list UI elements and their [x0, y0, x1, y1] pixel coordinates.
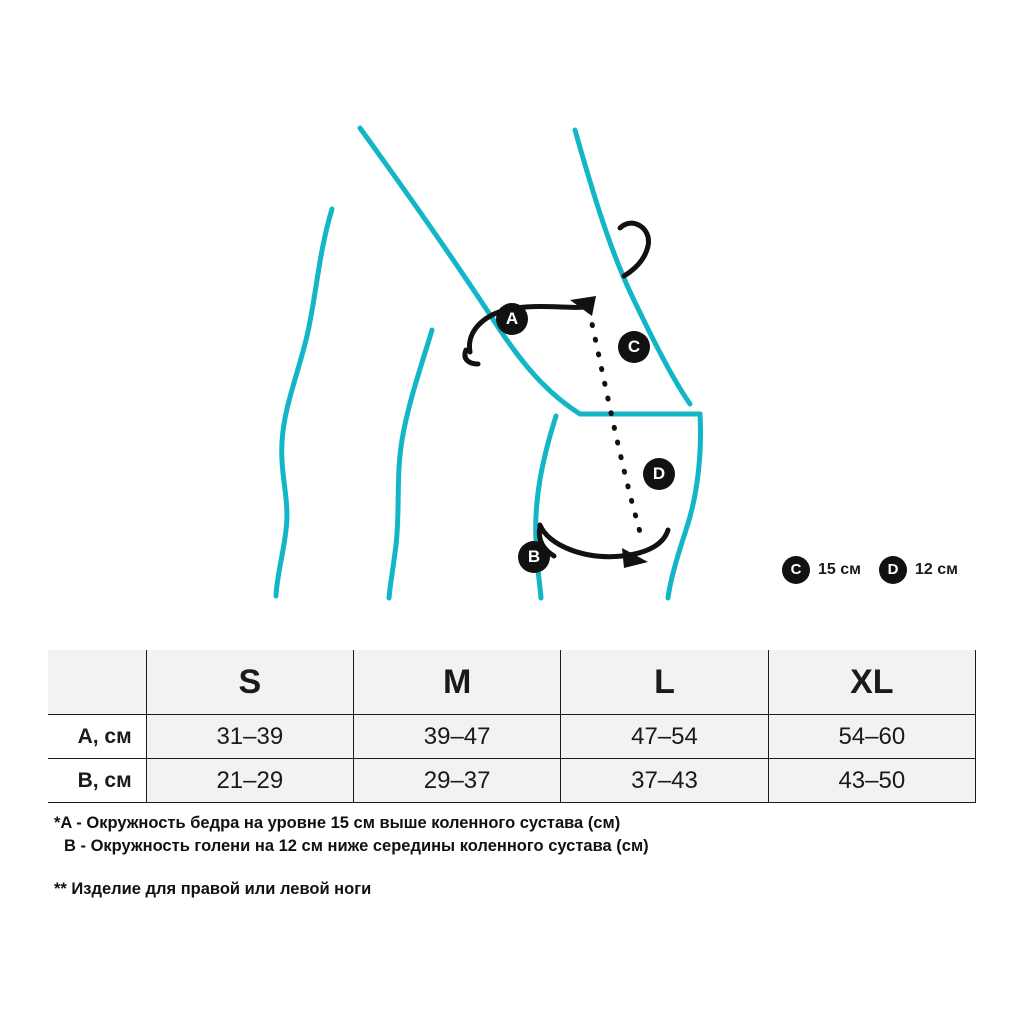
front-thigh-outline	[389, 330, 432, 598]
table-col-m: M	[353, 650, 560, 715]
table-col-xl: XL	[768, 650, 975, 715]
cell-b-m: 29–37	[353, 759, 560, 803]
footnote-side: ** Изделие для правой или левой ноги	[54, 879, 372, 898]
footnotes	[54, 812, 954, 901]
table-col-l: L	[561, 650, 768, 715]
legend-text-d: 12 см	[914, 561, 958, 578]
hip-outline	[360, 128, 580, 414]
legend-item-d	[879, 556, 976, 584]
legend-text-c: 15 см	[818, 561, 861, 578]
cell-a-s: 31–39	[146, 715, 353, 759]
marker-a: A	[496, 303, 528, 335]
cell-b-l: 37–43	[561, 759, 768, 803]
arrow-top	[620, 223, 649, 276]
row-label-b: B, см	[48, 759, 146, 803]
cell-a-l: 47–54	[561, 715, 768, 759]
arrow-b	[540, 525, 668, 557]
legend-marker-d: D	[879, 556, 907, 584]
marker-c: C	[618, 331, 650, 363]
cell-b-xl: 43–50	[768, 759, 975, 803]
legend	[782, 556, 976, 584]
outer-calf-outline	[668, 414, 700, 598]
table-header-row	[48, 650, 976, 715]
table-row	[48, 715, 976, 759]
cell-b-s: 21–29	[146, 759, 353, 803]
cell-a-xl: 54–60	[768, 715, 975, 759]
table-col-s: S	[146, 650, 353, 715]
legend-item-c	[782, 556, 879, 584]
table-row	[48, 759, 976, 803]
marker-d: D	[643, 458, 675, 490]
size-table	[48, 650, 976, 803]
cell-a-m: 39–47	[353, 715, 560, 759]
back-outline	[276, 209, 332, 596]
legend-marker-c: C	[782, 556, 810, 584]
table-corner-cell	[48, 650, 146, 715]
footnote-b: B - Окружность голени на 12 см ниже середины коленного сустава (см)	[64, 837, 649, 856]
marker-b: B	[518, 541, 550, 573]
footnote-a: *A - Окружность бедра на уровне 15 см выше коленного сустава (см)	[54, 814, 621, 832]
row-label-a: A, см	[48, 715, 146, 759]
